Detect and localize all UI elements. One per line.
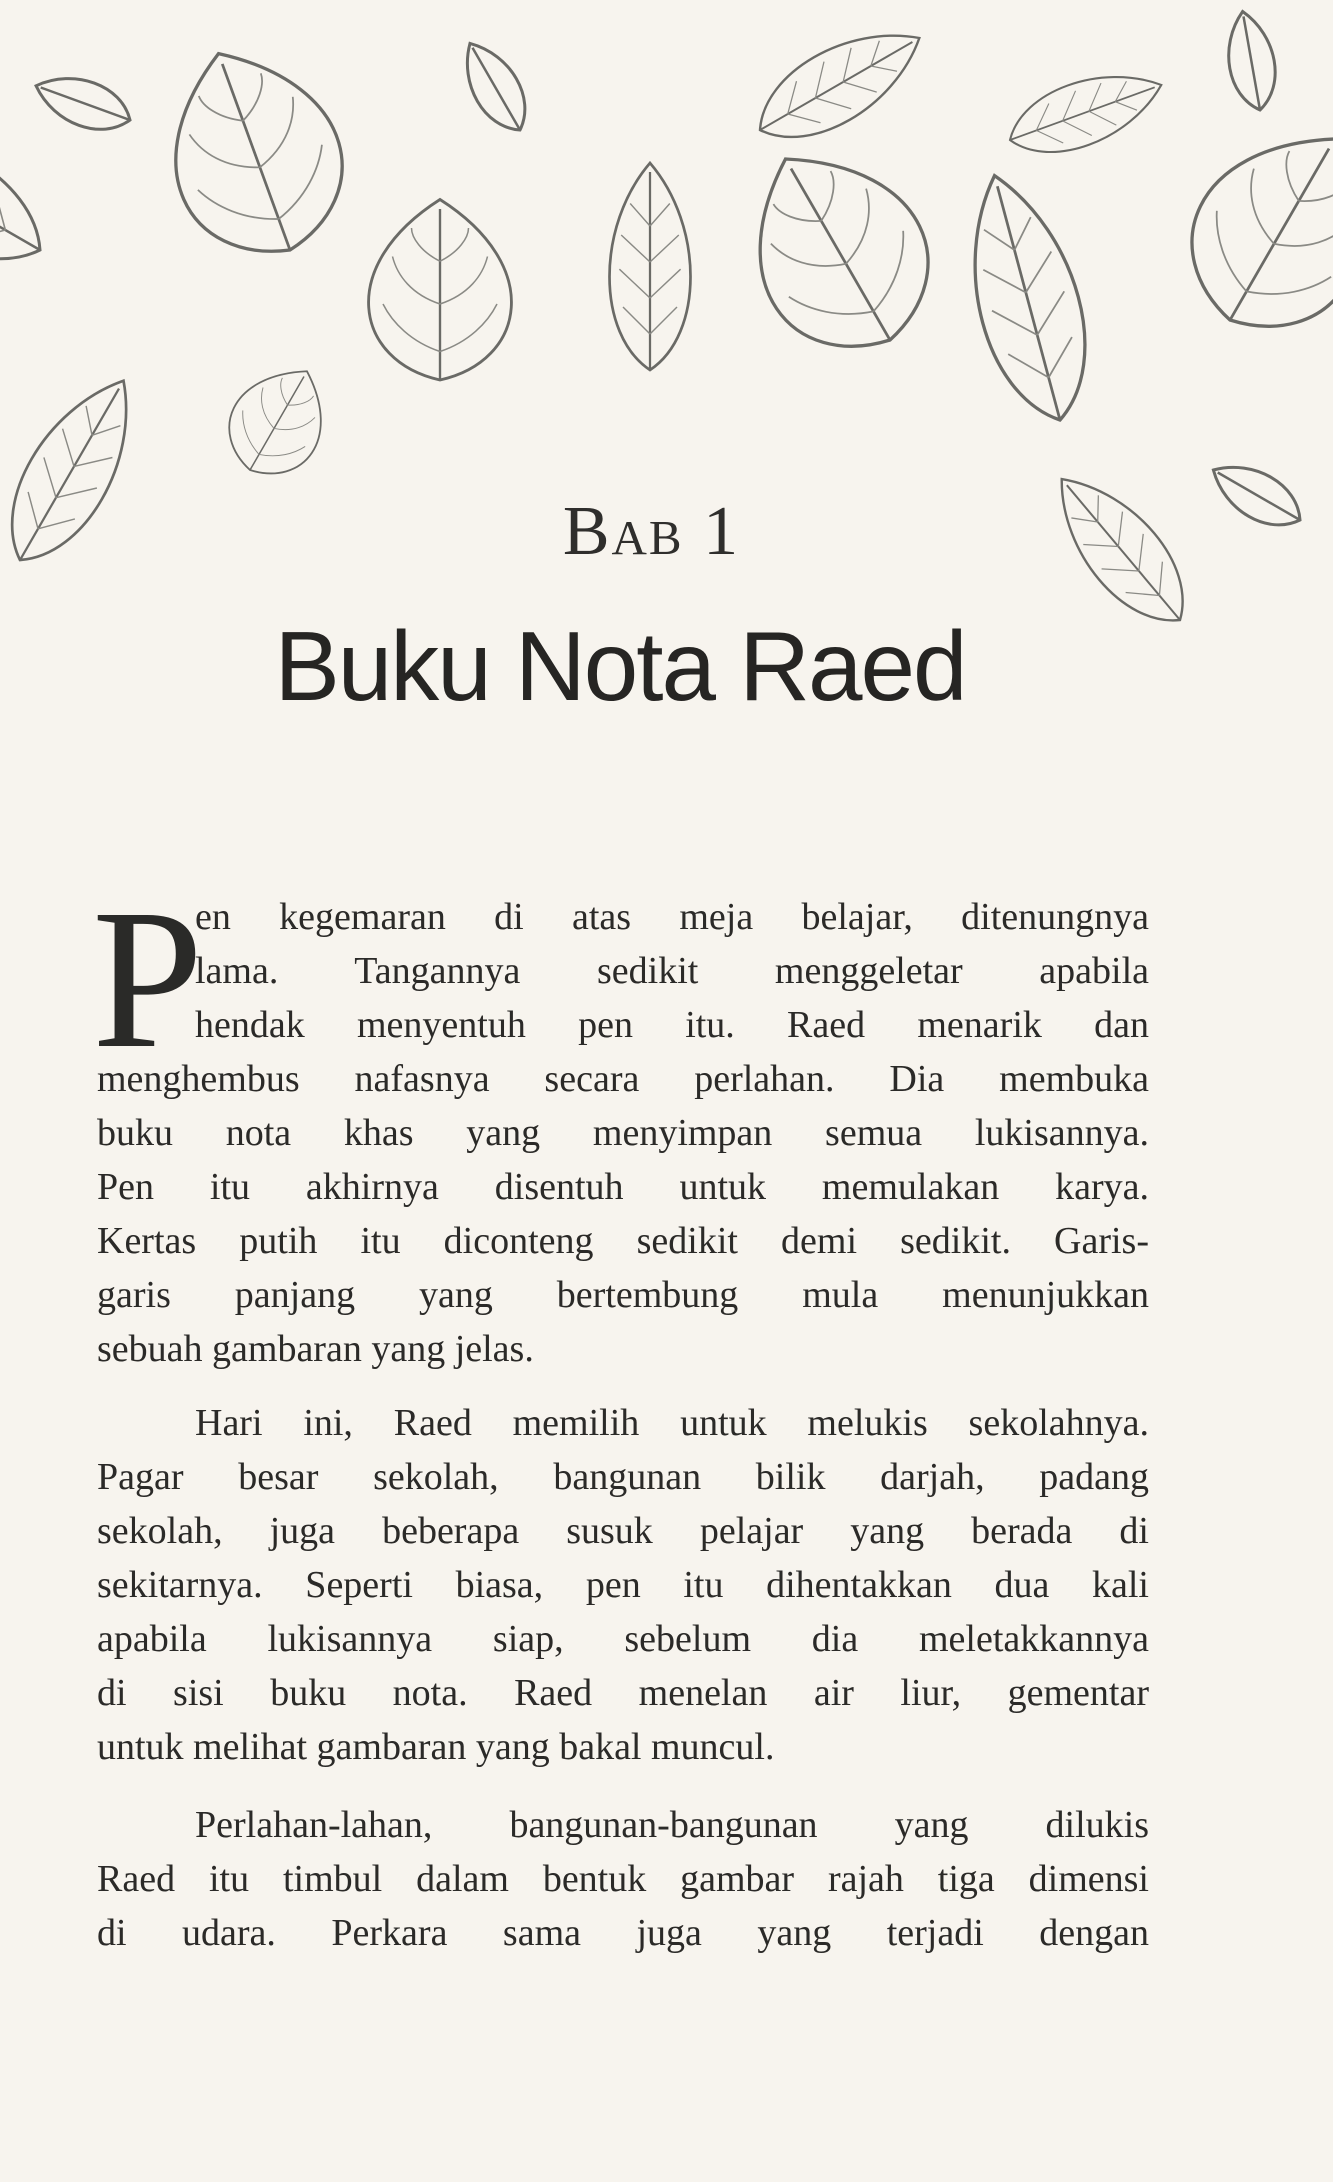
drop-cap: P xyxy=(92,869,204,1090)
text-line: hendak menyentuh pen itu. Raed menarik dan xyxy=(195,1004,1149,1046)
text-line: di sisi buku nota. Raed menelan air liur, gementar xyxy=(97,1672,1149,1714)
leaf-icon xyxy=(451,32,540,141)
leaf-icon xyxy=(999,55,1172,169)
text-line: Kertas putih itu diconteng sedikit demi sedikit. Garis- xyxy=(97,1220,1149,1262)
leaf-icon xyxy=(369,199,512,380)
text-line: menghembus nafasnya secara perlahan. Dia membuka xyxy=(97,1058,1149,1100)
text-line: Raed itu timbul dalam bentuk gambar rajah tiga dimensi xyxy=(97,1858,1149,1900)
chapter-number: Bab 1 xyxy=(562,493,741,570)
text-line: di udara. Perkara sama juga yang terjadi dengan xyxy=(97,1912,1149,1954)
leaf-icon xyxy=(947,163,1108,433)
text-line: buku nota khas yang menyimpan semua lukisannya. xyxy=(97,1112,1149,1154)
text-line: Hari ini, Raed memilih untuk melukis sekolahnya. xyxy=(195,1402,1149,1444)
leaf-icon xyxy=(141,25,368,278)
leaf-icon xyxy=(610,163,691,370)
text-line: Pagar besar sekolah, bangunan bilik darjah, padang xyxy=(97,1456,1149,1498)
text-line: sekolah, juga beberapa susuk pelajar yang berada di xyxy=(97,1510,1149,1552)
leaf-icon xyxy=(1158,98,1333,362)
text-line: apabila lukisannya siap, sebelum dia meletakkannya xyxy=(97,1618,1149,1660)
text-line: Pen itu akhirnya disentuh untuk memulakan karya. xyxy=(97,1166,1149,1208)
chapter-label xyxy=(0,492,1333,572)
leaf-icon xyxy=(742,7,937,161)
chapter-title: Buku Nota Raed xyxy=(274,611,966,721)
text-line: untuk melihat gambaran yang bakal muncul. xyxy=(97,1726,775,1768)
text-line: lama. Tangannya sedikit menggeletar apabila xyxy=(195,950,1149,992)
text-line: en kegemaran di atas meja belajar, ditenungnya xyxy=(195,896,1149,938)
leaf-icon xyxy=(211,349,346,493)
text-line: sekitarnya. Seperti biasa, pen itu dihentakkan dua kali xyxy=(97,1564,1149,1606)
leaf-icon xyxy=(28,65,137,141)
text-line: sebuah gambaran yang jelas. xyxy=(97,1328,534,1370)
text-line: garis panjang yang bertembung mula menunjukkan xyxy=(97,1274,1149,1316)
leaf-icon xyxy=(714,118,962,382)
leaf-icon xyxy=(1220,8,1282,114)
leaf-icon xyxy=(0,96,63,289)
text-line: Perlahan-lahan, bangunan-bangunan yang dilukis xyxy=(195,1804,1149,1846)
